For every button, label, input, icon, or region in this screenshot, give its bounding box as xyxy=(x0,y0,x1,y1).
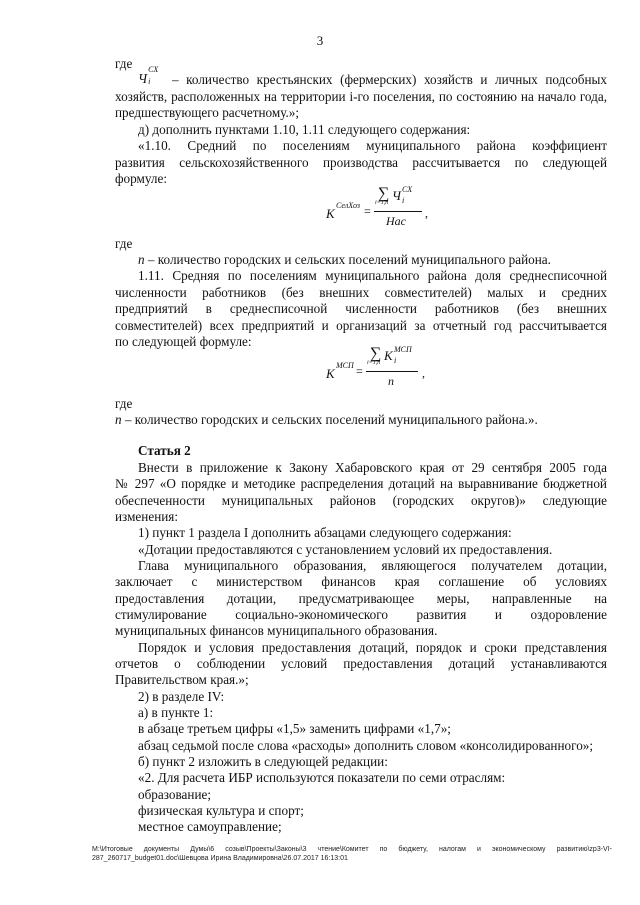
text-line: «Дотации предоставляются с установлением условий их предоставления. xyxy=(138,542,553,557)
text-line: образование; xyxy=(138,787,212,802)
formula-num-base: K xyxy=(384,348,393,363)
symbol-base: Ч xyxy=(138,71,148,86)
text-line: «1.10. Средний по поселениям муниципального района коэффициент xyxy=(138,138,607,153)
text-line: в абзаце третьем цифры «1,5» заменить цифрами «1,7»; xyxy=(138,721,451,736)
text-line: Глава муниципального образования, являющегося получателем дотации, xyxy=(138,558,607,573)
formula-lhs-base: K xyxy=(326,366,335,381)
text-line: формуле: xyxy=(115,171,167,186)
text-line: «2. Для расчета ИБР используются показатели по семи отраслям: xyxy=(138,770,506,785)
formula-sum-sub: i=1,n xyxy=(375,200,389,206)
text-line: заключает с министерством финансов края соглашение об условиях xyxy=(115,574,607,589)
text-line: 2) в разделе IV: xyxy=(138,689,225,704)
symbol-sup: СХ xyxy=(148,65,159,74)
fraction-bar xyxy=(366,371,418,372)
text-line: Порядок и условия предоставления дотаций, порядок и сроки представления xyxy=(138,640,607,655)
text-line: муниципальных финансов муниципального образования. xyxy=(115,623,438,638)
text-line: отчетов о соблюдении условий предоставления дотаций устанавливаются xyxy=(115,656,607,671)
symbol-sub: i xyxy=(148,77,151,86)
text-line: совместителей) всех предприятий и организаций за отчетный год рассчитывается xyxy=(115,318,607,333)
text-line: предприятий в среднесписочной численности работников (без внешних xyxy=(115,301,607,316)
text-line: численности работников (без внешних совместителей) малых и средних xyxy=(115,285,607,300)
text-line: предшествующего расчетному.»; xyxy=(115,105,300,120)
formula-num-base: Ч xyxy=(392,188,401,203)
formula-sum: ∑ xyxy=(378,185,390,202)
formula-num-sup: СХ xyxy=(402,185,413,194)
text-line: где xyxy=(115,236,133,251)
text-line: местное самоуправление; xyxy=(138,819,282,834)
formula-num-sub: i xyxy=(402,196,405,205)
text-line: № 297 «О порядке и методике распределения дотаций на выравнивание бюджетной xyxy=(115,476,607,491)
text-line: где xyxy=(115,56,133,71)
file-path-footer-line1: M:\Итоговые документы Думы\6 созыв\Проекты\Законы\3 чтение\Комитет по бюджету, налогам и экономическому развитию\zp3-VI- xyxy=(92,846,612,853)
text-line: б) пункт 2 изложить в следующей редакции: xyxy=(138,754,388,769)
formula-lhs-base: K xyxy=(326,206,335,221)
text-line: n – количество городских и сельских поселений муниципального района. xyxy=(138,252,551,267)
text-line: n – количество городских и сельских поселений муниципального района.». xyxy=(115,412,538,427)
text-line: стимулирование социально-экономического развития и оздоровление xyxy=(115,607,607,622)
formula-den: n xyxy=(388,374,394,388)
formula-tail: , xyxy=(422,366,425,380)
page-number: 3 xyxy=(316,33,324,48)
file-path-footer-line2: 287_260717_budget01.doc\Шевцова Ирина Владимировна\26.07.2017 16:13:01 xyxy=(92,855,348,862)
text-line: где xyxy=(115,396,133,411)
text-line: обеспеченности муниципальных районов (городских округов)» следующие xyxy=(115,493,607,508)
fraction-bar xyxy=(374,211,422,212)
symbol-ch-cx xyxy=(138,65,159,87)
text-line: Правительством края.»; xyxy=(115,672,249,687)
text-line: д) дополнить пунктами 1.10, 1.11 следующего содержания: xyxy=(138,122,471,137)
formula-lhs-sup: МСП xyxy=(336,361,354,370)
text-line: а) в пункте 1: xyxy=(138,705,214,720)
section-heading: Статья 2 xyxy=(138,443,191,458)
text-line: 1) пункт 1 раздела I дополнить абзацами следующего содержания: xyxy=(138,525,512,540)
formula-msp: K МСП = ∑ i=1,n K МСП i n , xyxy=(326,345,425,388)
text-line: Внести в приложение к Закону Хабаровского края от 29 сентября 2005 года xyxy=(138,460,607,475)
formula-lhs-sup: СелХоз xyxy=(336,201,360,210)
text-line: – количество крестьянских (фермерских) хозяйств и личных подсобных xyxy=(172,72,607,87)
text-line: развития сельскохозяйственного производства рассчитывается по следующей xyxy=(115,155,607,170)
formula-num-sup: МСП xyxy=(394,345,412,354)
text-line: абзац седьмой после слова «расходы» дополнить словом «консолидированного»; xyxy=(138,738,594,753)
text-line: хозяйств, расположенных на территории i-го поселения, по состоянию на начало года, xyxy=(115,89,607,104)
formula-den: Нас xyxy=(386,214,406,228)
formula-sum-sub: i=1,n xyxy=(367,360,381,366)
text-line: 1.11. Средняя по поселениям муниципального района доля среднесписочной xyxy=(138,268,607,283)
formula-sum: ∑ xyxy=(370,345,382,362)
formula-selhoz: K СелХоз = ∑ i=1,n Ч СХ i Нас , xyxy=(326,185,428,228)
formula-tail: , xyxy=(425,206,428,220)
text-line: физическая культура и спорт; xyxy=(138,803,304,818)
text-line: изменения: xyxy=(115,509,179,524)
formula-num-sub: i xyxy=(394,356,397,365)
text-line: по следующей формуле: xyxy=(115,334,252,349)
text-line: предоставления дотации, предусматривающее меры, направленные на xyxy=(115,591,607,606)
